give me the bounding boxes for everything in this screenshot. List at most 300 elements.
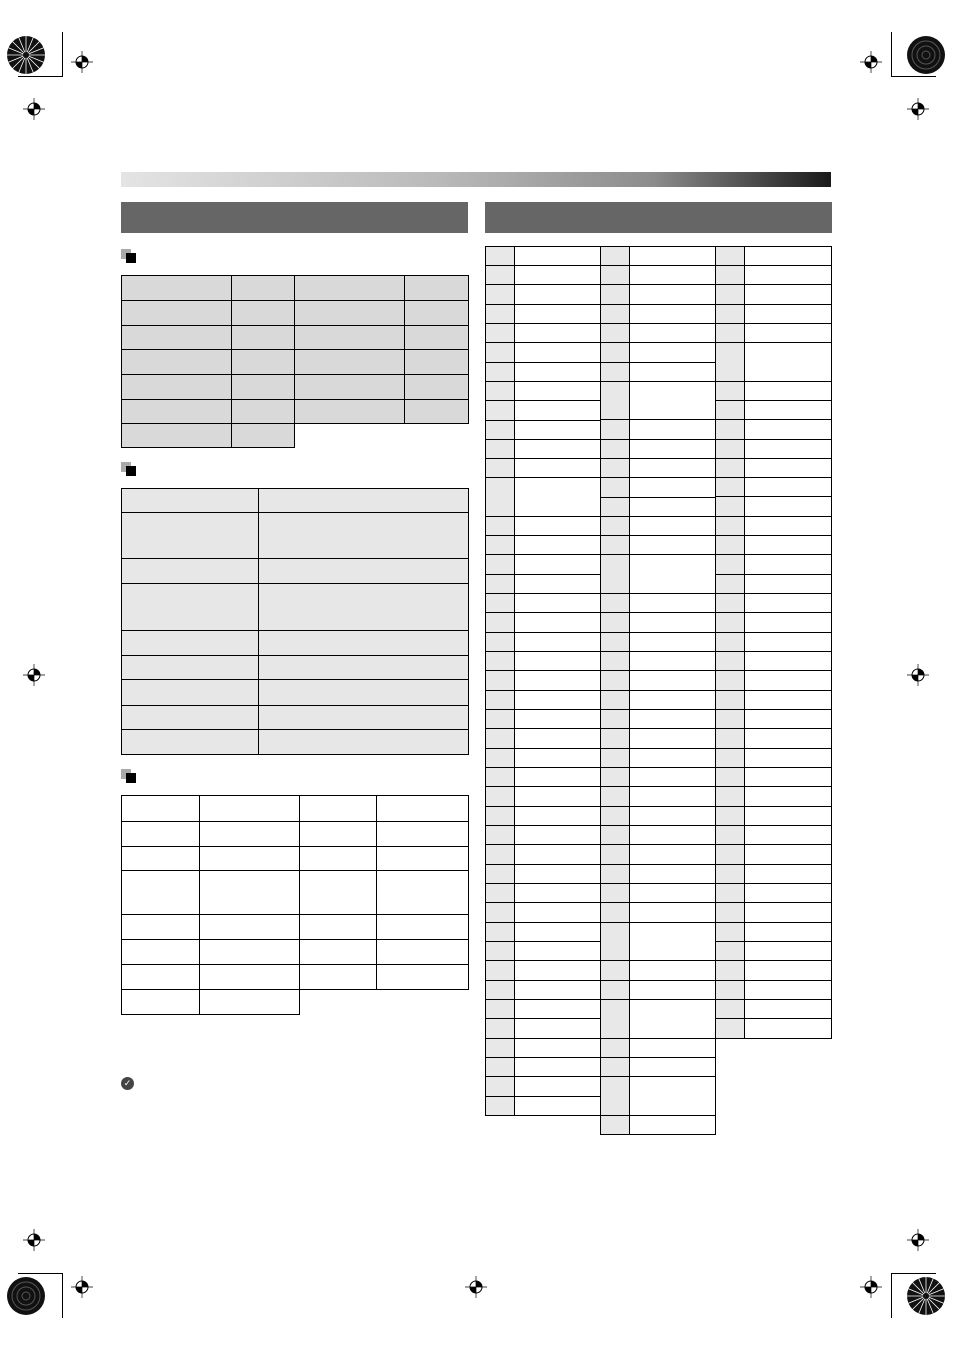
language-code-cell — [601, 903, 630, 923]
language-code-cell — [716, 749, 745, 768]
language-name-cell — [515, 652, 601, 671]
language-name-cell — [515, 247, 601, 266]
table-row — [601, 459, 716, 478]
language-code-cell — [601, 865, 630, 884]
language-name-cell — [630, 845, 716, 865]
language-code-cell — [601, 363, 630, 382]
table-row — [716, 247, 832, 266]
language-name-cell — [630, 826, 716, 845]
language-code-cell — [716, 633, 745, 652]
language-code-cell — [716, 826, 745, 845]
table-cell — [200, 990, 300, 1015]
language-code-cell — [716, 1019, 745, 1039]
language-code-cell — [601, 710, 630, 729]
language-code-cell — [486, 594, 515, 613]
registration-mark-icon — [23, 1229, 45, 1251]
table-cell — [405, 424, 469, 448]
language-code-cell — [486, 421, 515, 440]
language-code-cell — [601, 633, 630, 652]
language-code-cell — [716, 305, 745, 324]
table-cell — [122, 326, 232, 350]
table-cell — [122, 990, 200, 1015]
language-code-cell — [716, 575, 745, 594]
table-row — [716, 555, 832, 575]
table-row — [486, 517, 601, 536]
language-code-cell — [716, 613, 745, 633]
language-name-cell — [745, 594, 832, 613]
table-row — [716, 903, 832, 923]
table-row — [716, 343, 832, 382]
language-name-cell — [630, 594, 716, 613]
table-row — [486, 1019, 601, 1039]
language-name-cell — [515, 671, 601, 691]
language-name-cell — [745, 749, 832, 768]
language-name-cell — [515, 1000, 601, 1019]
language-code-cell — [716, 497, 745, 517]
table-cell — [295, 424, 405, 448]
table-row — [486, 1097, 601, 1116]
table-cell — [122, 350, 232, 375]
table-row — [716, 633, 832, 652]
table-row — [716, 497, 832, 517]
language-code-cell — [486, 729, 515, 749]
language-name-cell — [515, 884, 601, 903]
language-name-cell — [745, 981, 832, 1000]
table-cell — [122, 559, 259, 584]
language-code-cell — [486, 478, 515, 517]
table-row — [486, 536, 601, 555]
radial-target-icon — [906, 35, 946, 75]
table-row — [601, 729, 716, 749]
language-code-cell — [486, 807, 515, 826]
table-row — [601, 710, 716, 729]
language-code-cell — [716, 247, 745, 266]
language-name-cell — [515, 324, 601, 343]
table-row — [601, 981, 716, 1000]
language-name-cell — [745, 497, 832, 517]
language-code-cell — [486, 440, 515, 459]
language-code-cell — [486, 536, 515, 555]
language-name-cell — [515, 459, 601, 478]
language-name-cell — [630, 768, 716, 787]
table-cell — [259, 631, 469, 656]
table-row — [601, 845, 716, 865]
table-row — [486, 478, 601, 517]
language-name-cell — [515, 401, 601, 421]
registration-mark-icon — [465, 1276, 487, 1298]
language-name-cell — [515, 517, 601, 536]
language-code-cell — [486, 247, 515, 266]
language-name-cell — [515, 826, 601, 845]
language-name-cell — [515, 981, 601, 1000]
language-code-cell — [601, 729, 630, 749]
language-name-cell — [630, 652, 716, 671]
table-row — [486, 865, 601, 884]
table-cell — [122, 915, 200, 940]
crop-line — [18, 1273, 63, 1274]
registration-mark-icon — [23, 664, 45, 686]
language-name-cell — [515, 266, 601, 285]
language-code-cell — [601, 517, 630, 536]
language-code-cell — [601, 749, 630, 768]
square-bullet-icon — [121, 462, 137, 476]
language-name-cell — [630, 1039, 716, 1058]
language-name-cell — [630, 382, 716, 420]
language-name-cell — [630, 865, 716, 884]
language-code-cell — [716, 420, 745, 440]
table-row — [122, 513, 469, 559]
table-cell — [200, 871, 300, 915]
language-code-cell — [486, 555, 515, 575]
language-name-cell — [630, 729, 716, 749]
table-row — [716, 729, 832, 749]
language-code-cell — [716, 343, 745, 382]
language-code-cell — [601, 1000, 630, 1039]
table-cell — [300, 940, 377, 965]
language-code-cell — [486, 363, 515, 382]
table-cell — [122, 584, 259, 631]
language-code-cell — [601, 787, 630, 807]
language-name-cell — [745, 671, 832, 691]
table-row — [716, 652, 832, 671]
language-code-table-col-2 — [600, 246, 716, 1135]
language-code-cell — [601, 324, 630, 343]
language-name-cell — [515, 1077, 601, 1097]
language-name-cell — [745, 923, 832, 942]
table-row — [122, 559, 469, 584]
table-row — [486, 459, 601, 478]
language-name-cell — [630, 633, 716, 652]
table-row — [486, 961, 601, 981]
language-code-cell — [486, 942, 515, 961]
table-cell — [295, 375, 405, 400]
language-name-cell — [515, 691, 601, 710]
table-cell — [300, 990, 377, 1015]
table-row — [486, 285, 601, 305]
table-cell — [122, 656, 259, 680]
language-name-cell — [745, 845, 832, 865]
language-name-cell — [745, 826, 832, 845]
language-name-cell — [745, 575, 832, 594]
language-name-cell — [745, 903, 832, 923]
table-row — [716, 266, 832, 285]
table-row — [601, 382, 716, 420]
language-name-cell — [630, 903, 716, 923]
language-name-cell — [630, 363, 716, 382]
table-cell — [259, 559, 469, 584]
table-row — [486, 247, 601, 266]
crop-line — [891, 76, 936, 77]
table-cell — [377, 990, 469, 1015]
language-code-cell — [716, 942, 745, 961]
language-code-cell — [601, 420, 630, 440]
spec-table-2 — [121, 488, 469, 755]
language-name-cell — [515, 575, 601, 594]
crop-line — [62, 32, 63, 77]
language-code-cell — [601, 961, 630, 981]
language-name-cell — [745, 884, 832, 903]
language-name-cell — [745, 266, 832, 285]
table-row — [601, 536, 716, 555]
language-code-cell — [716, 865, 745, 884]
language-code-cell — [601, 807, 630, 826]
language-code-cell — [601, 555, 630, 594]
table-row — [716, 440, 832, 459]
table-cell — [300, 965, 377, 990]
table-row — [122, 915, 469, 940]
table-cell — [200, 915, 300, 940]
language-name-cell — [745, 807, 832, 826]
language-code-cell — [601, 768, 630, 787]
language-name-cell — [515, 633, 601, 652]
language-code-cell — [601, 594, 630, 613]
table-row — [486, 1039, 601, 1058]
table-row — [716, 787, 832, 807]
language-code-cell — [486, 1077, 515, 1097]
table-row — [601, 865, 716, 884]
table-cell — [200, 847, 300, 871]
table-row — [122, 631, 469, 656]
left-section-title-bar — [121, 202, 468, 233]
language-code-cell — [601, 1077, 630, 1116]
language-name-cell — [630, 285, 716, 305]
table-cell — [122, 631, 259, 656]
language-code-cell — [716, 478, 745, 497]
language-code-cell — [486, 710, 515, 729]
language-code-cell — [716, 555, 745, 575]
table-row — [716, 459, 832, 478]
registration-mark-icon — [71, 51, 93, 73]
table-row — [486, 1000, 601, 1019]
language-code-cell — [716, 787, 745, 807]
language-name-cell — [745, 324, 832, 343]
language-code-cell — [486, 459, 515, 478]
language-code-cell — [486, 575, 515, 594]
language-code-cell — [486, 1000, 515, 1019]
language-name-cell — [630, 807, 716, 826]
language-name-cell — [630, 555, 716, 594]
table-row — [716, 1019, 832, 1039]
language-code-cell — [716, 845, 745, 865]
table-row — [122, 990, 469, 1015]
table-row — [486, 826, 601, 845]
language-name-cell — [515, 613, 601, 633]
table-row — [716, 942, 832, 961]
language-name-cell — [515, 343, 601, 363]
language-code-cell — [486, 324, 515, 343]
language-name-cell — [630, 710, 716, 729]
language-code-cell — [486, 401, 515, 421]
language-code-cell — [601, 691, 630, 710]
language-code-cell — [486, 903, 515, 923]
language-name-cell — [515, 749, 601, 768]
language-name-cell — [630, 498, 716, 517]
language-name-cell — [515, 923, 601, 942]
table-cell — [259, 730, 469, 755]
table-cell — [300, 796, 377, 822]
language-code-cell — [486, 865, 515, 884]
table-cell — [259, 584, 469, 631]
language-code-cell — [601, 478, 630, 498]
table-row — [486, 710, 601, 729]
table-cell — [232, 400, 295, 424]
language-name-cell — [745, 1000, 832, 1019]
table-row — [716, 961, 832, 981]
language-name-cell — [745, 613, 832, 633]
table-row — [716, 749, 832, 768]
language-code-cell — [486, 884, 515, 903]
table-row — [716, 691, 832, 710]
language-name-cell — [630, 787, 716, 807]
crop-line — [891, 1273, 892, 1318]
table-row — [716, 536, 832, 555]
table-row — [486, 729, 601, 749]
language-name-cell — [745, 459, 832, 478]
table-row — [601, 247, 716, 266]
table-cell — [259, 706, 469, 730]
table-row — [601, 343, 716, 363]
language-name-cell — [630, 517, 716, 536]
table-row — [486, 266, 601, 285]
language-code-cell — [486, 343, 515, 363]
table-cell — [405, 276, 469, 301]
language-code-cell — [486, 845, 515, 865]
table-cell — [295, 350, 405, 375]
table-cell — [300, 847, 377, 871]
language-name-cell — [515, 555, 601, 575]
table-row — [601, 1058, 716, 1077]
table-row — [486, 787, 601, 807]
table-cell — [377, 871, 469, 915]
table-row — [716, 807, 832, 826]
language-name-cell — [630, 440, 716, 459]
language-name-cell — [515, 729, 601, 749]
registration-mark-icon — [860, 1276, 882, 1298]
language-code-cell — [716, 729, 745, 749]
radial-target-icon — [906, 1276, 946, 1316]
language-name-cell — [515, 903, 601, 923]
table-cell — [295, 400, 405, 424]
language-code-cell — [716, 536, 745, 555]
language-code-cell — [486, 981, 515, 1000]
table-row — [486, 613, 601, 633]
language-name-cell — [630, 1000, 716, 1039]
language-code-cell — [716, 671, 745, 691]
table-row — [716, 420, 832, 440]
table-row — [486, 382, 601, 401]
table-row — [122, 400, 469, 424]
language-code-cell — [601, 343, 630, 363]
table-cell — [122, 965, 200, 990]
table-row — [486, 845, 601, 865]
table-cell — [122, 730, 259, 755]
table-cell — [122, 871, 200, 915]
language-code-cell — [601, 498, 630, 517]
table-row — [122, 706, 469, 730]
language-code-cell — [486, 826, 515, 845]
table-cell — [377, 847, 469, 871]
crop-line — [62, 1273, 63, 1318]
table-row — [486, 343, 601, 363]
table-row — [601, 285, 716, 305]
table-row — [601, 305, 716, 324]
table-row — [716, 575, 832, 594]
table-row — [486, 1058, 601, 1077]
table-row — [486, 981, 601, 1000]
table-row — [122, 822, 469, 847]
language-name-cell — [630, 1058, 716, 1077]
language-name-cell — [630, 961, 716, 981]
language-name-cell — [515, 421, 601, 440]
language-code-cell — [716, 981, 745, 1000]
language-code-cell — [486, 1097, 515, 1116]
table-row — [122, 326, 469, 350]
language-code-cell — [716, 884, 745, 903]
language-name-cell — [630, 305, 716, 324]
table-row — [122, 584, 469, 631]
table-cell — [405, 400, 469, 424]
language-name-cell — [515, 440, 601, 459]
language-code-cell — [601, 826, 630, 845]
language-name-cell — [630, 478, 716, 498]
radial-target-icon — [6, 1276, 46, 1316]
table-row — [601, 807, 716, 826]
language-name-cell — [515, 594, 601, 613]
spec-table-1 — [121, 275, 469, 448]
language-code-cell — [601, 884, 630, 903]
language-name-cell — [745, 942, 832, 961]
language-code-cell — [716, 517, 745, 536]
language-name-cell — [515, 865, 601, 884]
language-code-cell — [716, 459, 745, 478]
language-name-cell — [745, 401, 832, 420]
table-cell — [405, 326, 469, 350]
language-code-cell — [716, 768, 745, 787]
language-name-cell — [745, 420, 832, 440]
language-code-cell — [716, 961, 745, 981]
table-cell — [122, 940, 200, 965]
language-code-cell — [601, 382, 630, 420]
table-cell — [122, 847, 200, 871]
table-row — [486, 923, 601, 942]
table-cell — [232, 424, 295, 448]
table-cell — [200, 940, 300, 965]
table-cell — [295, 326, 405, 350]
language-name-cell — [515, 363, 601, 382]
table-row — [601, 903, 716, 923]
table-cell — [300, 871, 377, 915]
language-code-cell — [716, 710, 745, 729]
table-row — [486, 807, 601, 826]
table-cell — [200, 822, 300, 847]
language-name-cell — [515, 1019, 601, 1039]
table-row — [716, 613, 832, 633]
language-code-cell — [486, 266, 515, 285]
language-code-cell — [601, 613, 630, 633]
language-code-cell — [601, 459, 630, 478]
language-code-table-col-3 — [715, 246, 832, 1039]
right-section-title-bar — [485, 202, 832, 233]
header-gradient-bar — [121, 172, 831, 187]
table-row — [486, 324, 601, 343]
language-name-cell — [630, 266, 716, 285]
language-code-cell — [716, 594, 745, 613]
table-cell — [122, 489, 259, 513]
table-row — [601, 517, 716, 536]
table-row — [601, 420, 716, 440]
registration-mark-icon — [860, 51, 882, 73]
table-row — [486, 401, 601, 421]
